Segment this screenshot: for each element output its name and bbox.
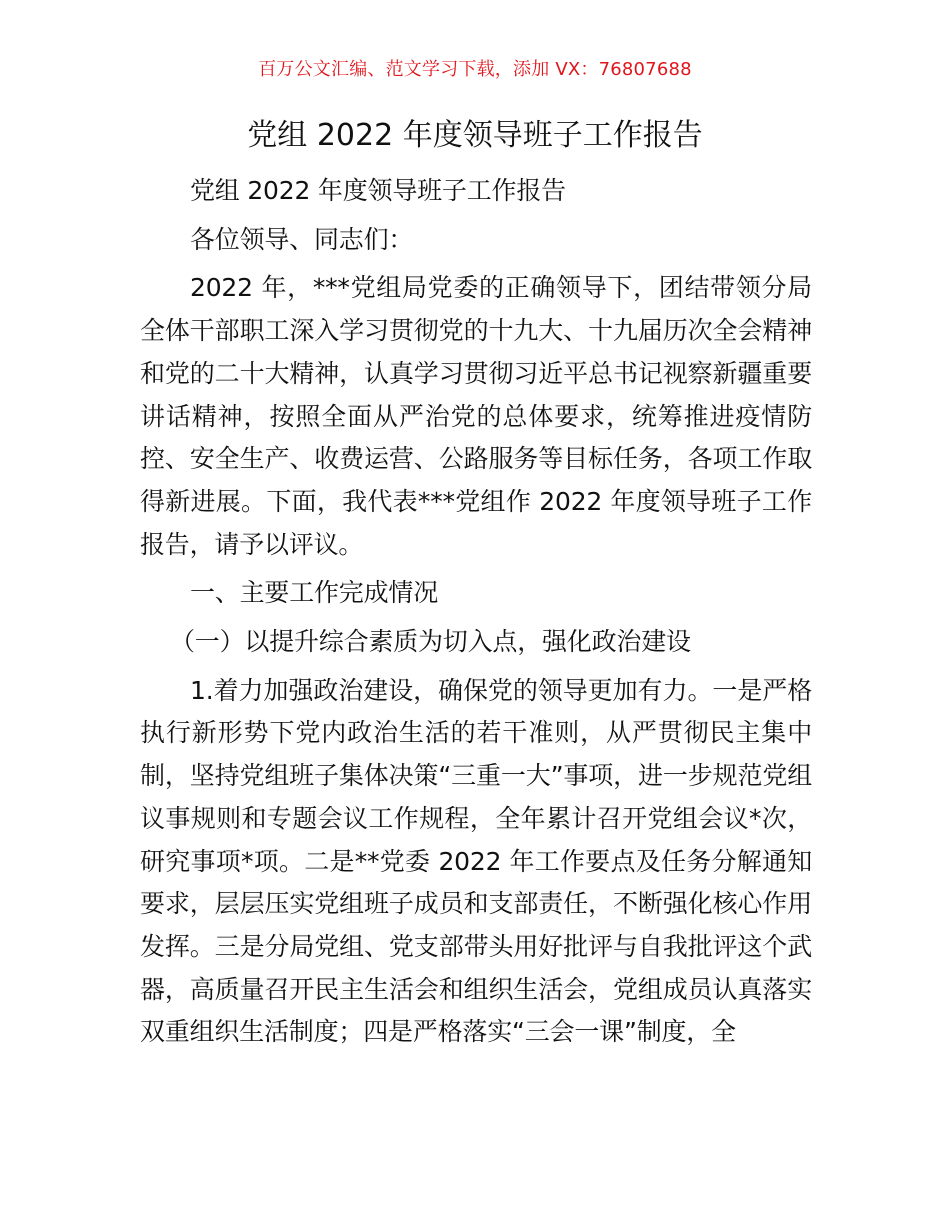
salutation-paragraph: 各位领导、同志们： (190, 224, 414, 254)
subtitle-paragraph: 党组 2022 年度领导班子工作报告 (190, 176, 566, 205)
watermark-banner: 百万公文汇编、范文学习下载，添加 VX：76807688 (258, 59, 692, 80)
document-body (140, 170, 812, 1054)
document-title: 党组 2022 年度领导班子工作报告 (247, 118, 703, 153)
section-heading-1: 一、主要工作完成情况 (190, 578, 439, 608)
subsection-heading-1: （一）以提升综合素质为切入点，强化政治建设 (170, 627, 691, 657)
intro-paragraph: 2022 年，***党组局党委的正确领导下，团结带领分局全体干部职工深入学习贯彻党的十九大、十九届历次全会精神和党的二十大精神，认真学习贯彻习近平总书记视察新疆重要讲话精神，按照全面从严治党的总体要求，统筹推进疫情防控、安全生产、收费运营、公路服务等目标任务，各项工作取得新进展。下面，我代表***党组作 2022 年度领导班子工作报告，请予以评议。 (140, 273, 812, 559)
item-paragraph-1: 1.着力加强政治建设，确保党的领导更加有力。一是严格执行新形势下党内政治生活的若干准则，从严贯彻民主集中制，坚持党组班子集体决策“三重一大”事项，进一步规范党组议事规则和专题会议工作规程，全年累计召开党组会议*次，研究事项*项。二是**党委 2022 年工作要点及任务分解通知要求，层层压实党组班子成员和支部责任，不断强化核心作用发挥。三是分局党组、党支部带头用好批评与自我批评这个武器，高质量召开民主生活会和组织生活会，党组成员认真落实双重组织生活制度；四是严格落实“三会一课”制度，全 (140, 675, 812, 1047)
